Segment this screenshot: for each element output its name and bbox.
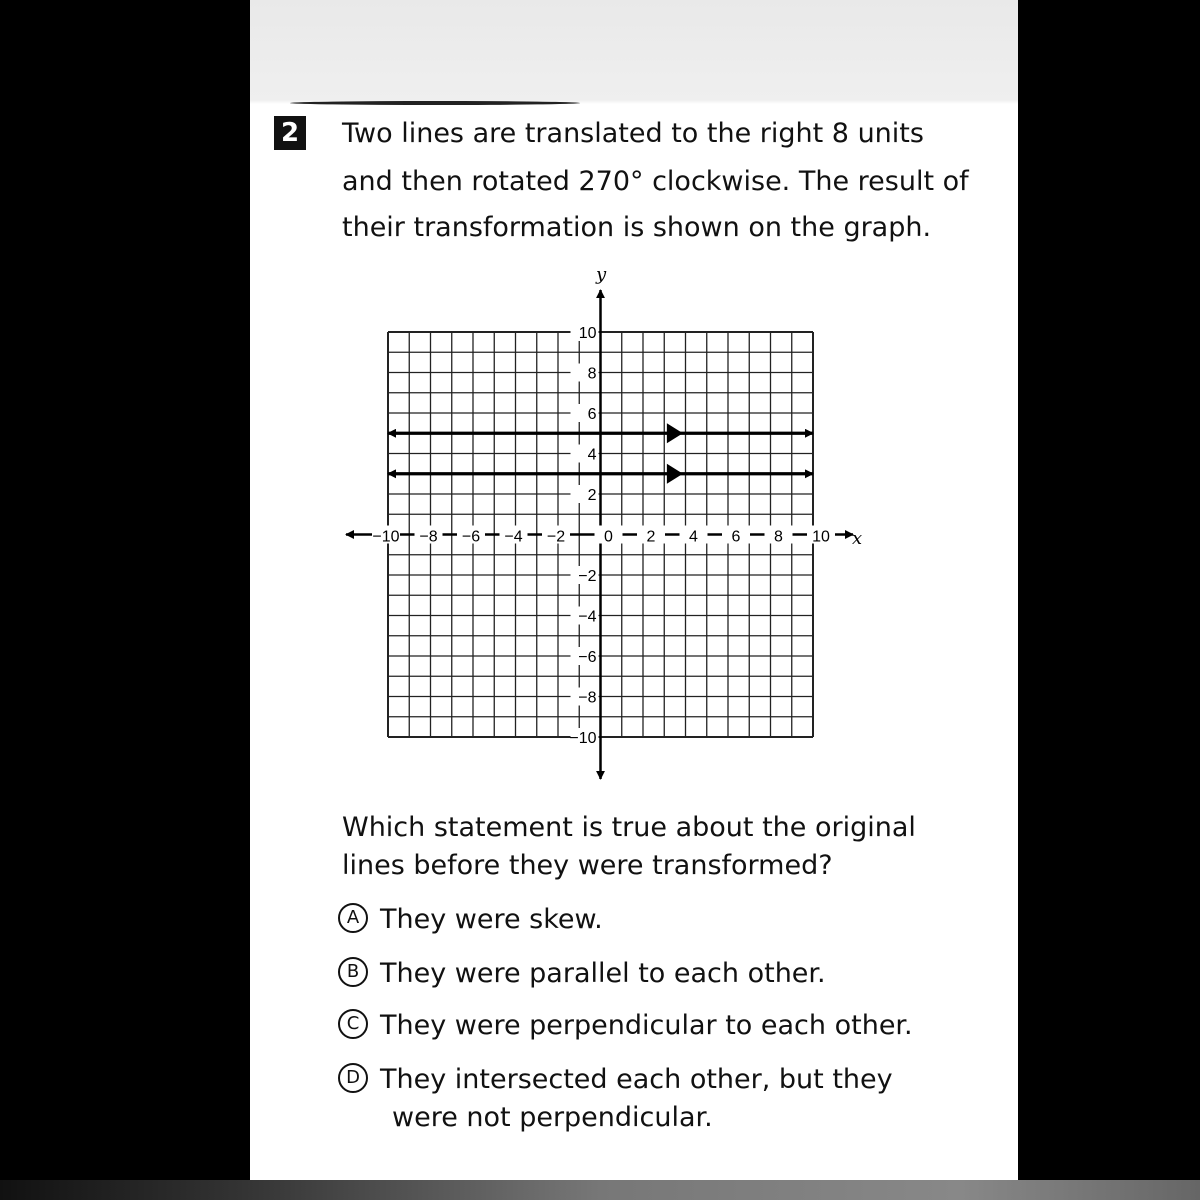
x-tick-label: 6 <box>731 528 741 546</box>
sub-question-line: lines before they were transformed? <box>342 850 833 881</box>
y-tick-label: −10 <box>569 730 597 747</box>
question-prompt-line: their transformation is shown on the graph. <box>342 212 932 243</box>
series-direction-arrow <box>667 464 683 484</box>
y-tick-label: −4 <box>578 608 597 626</box>
choice-d-text-line-2: were not perpendicular. <box>392 1102 713 1133</box>
x-tick-label: 10 <box>812 528 830 546</box>
question-prompt-line: and then rotated 270° clockwise. The result of <box>342 166 969 197</box>
x-tick-label: −8 <box>419 528 438 546</box>
choice-d[interactable] <box>338 1064 893 1096</box>
right-margin <box>1018 0 1200 1180</box>
x-tick-label: 8 <box>774 528 783 546</box>
x-tick-label: 0 <box>604 528 613 546</box>
x-tick-label: 4 <box>689 528 698 546</box>
y-tick-label: −8 <box>578 689 597 707</box>
y-tick-label: −2 <box>578 568 597 585</box>
choice-d-text: They intersected each other, but they <box>380 1064 893 1095</box>
choice-b-bubble[interactable]: B <box>338 957 368 987</box>
choice-d-bubble[interactable]: D <box>338 1063 368 1093</box>
y-tick-label: 6 <box>587 406 597 423</box>
x-tick-label: −10 <box>372 528 400 546</box>
page-edge-line <box>290 101 580 105</box>
choice-a-text: They were skew. <box>380 904 603 935</box>
x-tick-label: −4 <box>504 528 523 546</box>
coordinate-graph <box>330 262 890 792</box>
y-tick-label: 8 <box>587 365 597 383</box>
bottom-bar <box>0 1180 1200 1200</box>
question-prompt-line: Two lines are translated to the right 8 units <box>342 118 924 149</box>
choice-c-bubble[interactable]: C <box>338 1009 368 1039</box>
question-number: 2 <box>274 116 306 150</box>
choice-b[interactable] <box>338 958 826 990</box>
y-axis-label: y <box>596 264 607 285</box>
choice-a[interactable] <box>338 904 603 936</box>
choice-b-text: They were parallel to each other. <box>380 958 826 989</box>
y-tick-label: 2 <box>587 487 597 504</box>
choice-c-text: They were perpendicular to each other. <box>380 1010 913 1041</box>
x-axis-label: x <box>852 528 863 549</box>
choice-c[interactable] <box>338 1010 913 1042</box>
y-tick-label: 10 <box>578 325 597 342</box>
choice-a-bubble[interactable]: A <box>338 903 368 933</box>
y-tick-label: −6 <box>578 649 597 666</box>
y-tick-label: 4 <box>587 446 597 464</box>
x-tick-label: 2 <box>646 528 656 546</box>
x-tick-label: −6 <box>461 528 481 546</box>
sub-question-line: Which statement is true about the original <box>342 812 916 843</box>
tick-labels <box>372 323 835 747</box>
series-direction-arrow <box>667 423 683 443</box>
x-tick-label: −2 <box>546 528 566 546</box>
